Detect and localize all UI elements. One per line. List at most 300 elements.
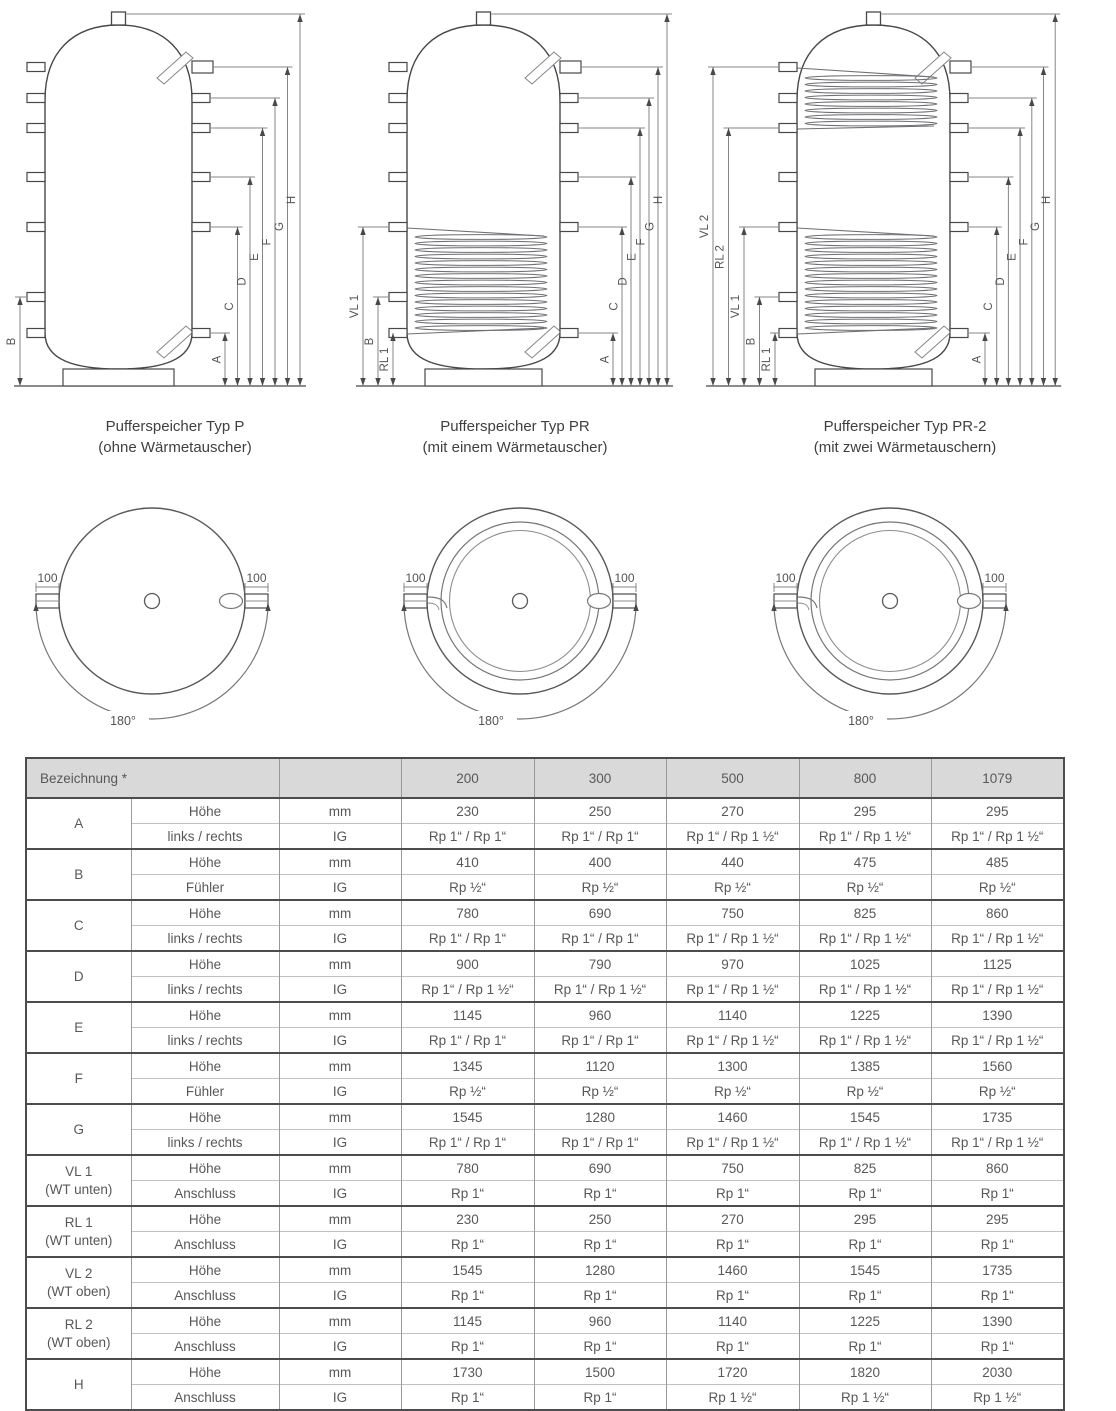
dimension-line-B	[6, 297, 26, 386]
dimension-label: D	[236, 277, 249, 286]
row-value: Rp ½“	[666, 1079, 799, 1105]
row-group-label: VL 2 (WT oben)	[26, 1257, 131, 1308]
row-value: Rp 1“	[931, 1181, 1064, 1207]
row-value: Rp ½“	[401, 1079, 534, 1105]
table-header-bezeichnung: Bezeichnung *	[26, 758, 279, 798]
row-value: Rp 1“	[534, 1181, 666, 1207]
left-connection-port	[389, 124, 407, 133]
right-connection-port	[192, 94, 210, 103]
row-sub-label: Höhe	[131, 1002, 279, 1028]
row-value: 825	[799, 1155, 931, 1181]
right-connection-port	[560, 173, 578, 182]
dimension-label: D	[994, 277, 1007, 286]
dimension-label: B	[364, 337, 376, 346]
arc-label: 180°	[110, 714, 136, 728]
left-connection-port	[389, 63, 407, 72]
dimension-arrow	[664, 14, 669, 22]
dimensions-table	[25, 757, 1065, 1411]
row-value: Rp 1“ / Rp 1 ½“	[666, 824, 799, 850]
row-value: Rp 1“	[534, 1232, 666, 1258]
dimension-line-D	[211, 177, 255, 386]
row-value: Rp ½“	[534, 875, 666, 901]
dimension-label: C	[224, 302, 236, 311]
dimension-label: 100	[405, 571, 426, 585]
table-row	[26, 1385, 1064, 1411]
row-value: 780	[401, 900, 534, 926]
row-value: 295	[931, 1206, 1064, 1232]
row-value: Rp 1“ / Rp 1“	[401, 1028, 534, 1054]
left-connection-port	[27, 293, 45, 302]
table-row	[26, 1206, 1064, 1232]
row-value: Rp 1“ / Rp 1 ½“	[799, 977, 931, 1003]
row-value: Rp 1“ / Rp 1 ½“	[931, 926, 1064, 952]
table-row	[26, 900, 1064, 926]
row-value: 1120	[534, 1053, 666, 1079]
row-sub-label: Anschluss	[131, 1385, 279, 1411]
row-sub-label: Fühler	[131, 1079, 279, 1105]
dimension-arrow	[757, 378, 762, 386]
dimension-arrow	[272, 378, 277, 386]
row-value: 1025	[799, 951, 931, 977]
dimension-arrow	[235, 227, 240, 235]
left-connection-port	[27, 63, 45, 72]
row-value: 410	[401, 849, 534, 875]
row-unit: IG	[279, 1283, 401, 1309]
tank-diagram	[349, 12, 673, 386]
dimension-arrow	[222, 333, 227, 341]
table-row	[26, 824, 1064, 850]
row-value: 230	[401, 1206, 534, 1232]
row-sub-label: Höhe	[131, 798, 279, 824]
row-sub-label: links / rechts	[131, 824, 279, 850]
tank-diagram	[6, 12, 306, 386]
dimension-line-F	[969, 98, 1037, 386]
dimension-label: VL 1	[730, 294, 742, 319]
dimension-line-B	[364, 297, 388, 386]
top-view-diagram	[401, 508, 638, 729]
dimension-label: H	[1041, 195, 1054, 205]
dimension-arrow	[757, 297, 762, 305]
row-unit: IG	[279, 977, 401, 1003]
dimension-line-F	[579, 98, 654, 386]
row-value: 750	[666, 900, 799, 926]
row-group-label: D	[26, 951, 131, 1002]
dimension-label: RL 2	[714, 245, 727, 269]
row-unit: IG	[279, 1130, 401, 1156]
dimension-label: 100	[775, 571, 796, 585]
dimension-line-E	[211, 128, 268, 386]
row-value: 1390	[931, 1002, 1064, 1028]
tank-base-skirt	[425, 369, 542, 386]
left-connection-port	[779, 223, 797, 232]
row-value: Rp 1“	[534, 1283, 666, 1309]
table-row	[26, 1334, 1064, 1360]
row-sub-label: Höhe	[131, 1359, 279, 1385]
row-value: 750	[666, 1155, 799, 1181]
row-unit: IG	[279, 1028, 401, 1054]
arc-label: 180°	[478, 714, 504, 728]
row-sub-label: Höhe	[131, 1155, 279, 1181]
row-sub-label: Höhe	[131, 951, 279, 977]
left-connection-port	[779, 124, 797, 133]
table-header-size: 300	[534, 758, 666, 798]
row-value: Rp 1 ½“	[931, 1385, 1064, 1411]
row-sub-label: links / rechts	[131, 977, 279, 1003]
row-value: Rp 1“ / Rp 1 ½“	[534, 977, 666, 1003]
row-unit: mm	[279, 1257, 401, 1283]
dimension-line-RL1	[761, 333, 778, 386]
row-value: Rp 1“ / Rp 1“	[401, 926, 534, 952]
dimension-label: C	[983, 302, 996, 311]
dimension-line-E	[579, 128, 645, 386]
dimension-arrow	[1029, 378, 1034, 386]
row-unit: IG	[279, 824, 401, 850]
dimension-label: RL 1	[379, 347, 391, 372]
row-value: 1735	[931, 1104, 1064, 1130]
row-sub-label: Höhe	[131, 900, 279, 926]
dimension-label: A	[971, 355, 984, 364]
row-value: Rp 1“	[931, 1283, 1064, 1309]
row-value: 825	[799, 900, 931, 926]
dimension-arrow	[1006, 378, 1011, 386]
tank-caption-typ-pr2	[755, 416, 1055, 458]
table-header-unit-column	[279, 758, 401, 798]
dimension-arrow	[260, 128, 265, 136]
stub-dimension-right	[983, 571, 1006, 592]
dimension-arrow	[726, 128, 731, 136]
row-value: 960	[534, 1308, 666, 1334]
row-value: 250	[534, 1206, 666, 1232]
dimension-arrow	[272, 98, 277, 106]
row-sub-label: Höhe	[131, 1206, 279, 1232]
dimension-label: E	[249, 253, 261, 261]
row-unit: IG	[279, 926, 401, 952]
tank-base-skirt	[63, 369, 174, 386]
dimension-arrow	[1041, 378, 1046, 386]
dimension-label: A	[211, 355, 224, 364]
dimension-label: F	[1018, 238, 1031, 246]
table-row	[26, 1257, 1064, 1283]
row-value: 690	[534, 1155, 666, 1181]
dimension-arrow	[646, 98, 651, 106]
row-value: Rp 1“ / Rp 1“	[401, 824, 534, 850]
dimension-label: A	[599, 355, 612, 364]
left-connection-port	[389, 293, 407, 302]
dimension-arrow	[664, 378, 669, 386]
row-unit: IG	[279, 1385, 401, 1411]
row-value: Rp 1“ / Rp 1“	[534, 1028, 666, 1054]
row-sub-label: Höhe	[131, 1257, 279, 1283]
dimension-arrow	[260, 378, 265, 386]
row-value: 475	[799, 849, 931, 875]
dimension-label: B	[745, 337, 758, 346]
dimension-arrow	[619, 227, 624, 235]
dimension-arrow	[17, 297, 22, 305]
row-unit: mm	[279, 1104, 401, 1130]
row-value: Rp 1“	[401, 1181, 534, 1207]
dimension-label: E	[1006, 253, 1019, 261]
table-header-size: 200	[401, 758, 534, 798]
row-value: Rp 1“	[534, 1334, 666, 1360]
caption-line1: Pufferspeicher Typ P	[105, 418, 245, 435]
row-value: 1345	[401, 1053, 534, 1079]
dimension-arrow	[375, 297, 380, 305]
dimension-arrow	[17, 378, 22, 386]
table-row	[26, 951, 1064, 977]
dimension-arrow	[247, 177, 252, 185]
caption-line2: (mit einem Wärmetauscher)	[422, 439, 608, 456]
table-row	[26, 1079, 1064, 1105]
row-value: 2030	[931, 1359, 1064, 1385]
row-value: 860	[931, 1155, 1064, 1181]
row-unit: mm	[279, 798, 401, 824]
dimension-label: H	[653, 195, 665, 205]
row-value: Rp 1“	[401, 1232, 534, 1258]
row-value: Rp ½“	[534, 1079, 666, 1105]
row-value: 1145	[401, 1002, 534, 1028]
row-sub-label: links / rechts	[131, 926, 279, 952]
left-connection-port	[779, 293, 797, 302]
caption-line2: (mit zwei Wärmetauschern)	[813, 439, 997, 456]
table-header-size: 800	[799, 758, 931, 798]
left-connection-port	[779, 173, 797, 182]
table-row	[26, 1104, 1064, 1130]
table-row	[26, 1155, 1064, 1181]
row-value: Rp 1“	[666, 1181, 799, 1207]
dimension-arrow	[994, 378, 999, 386]
row-value: 1385	[799, 1053, 931, 1079]
dimension-arrow	[619, 378, 624, 386]
row-value: Rp 1“ / Rp 1“	[401, 1130, 534, 1156]
dimension-arrow	[222, 378, 227, 386]
row-unit: IG	[279, 1232, 401, 1258]
dimension-arrow	[772, 333, 777, 341]
center-opening	[883, 594, 898, 609]
dimension-arrow	[1017, 378, 1022, 386]
row-value: Rp 1“	[534, 1385, 666, 1411]
table-row	[26, 1053, 1064, 1079]
dimension-arrow	[1041, 67, 1046, 75]
dimension-arrow	[360, 378, 365, 386]
dimension-arrow	[994, 227, 999, 235]
row-value: 1225	[799, 1002, 931, 1028]
table-row	[26, 977, 1064, 1003]
right-connection-port	[950, 173, 968, 182]
row-sub-label: Fühler	[131, 875, 279, 901]
row-value: Rp 1“ / Rp 1 ½“	[931, 977, 1064, 1003]
dimension-arrow	[247, 378, 252, 386]
right-connection-port	[950, 223, 968, 232]
row-value: 1390	[931, 1308, 1064, 1334]
row-unit: mm	[279, 1359, 401, 1385]
row-value: Rp 1“ / Rp 1“	[534, 1130, 666, 1156]
right-connection-port	[192, 61, 213, 73]
arc-label: 180°	[848, 714, 874, 728]
row-value: Rp 1“	[931, 1232, 1064, 1258]
row-value: 960	[534, 1002, 666, 1028]
dimension-arrow	[1017, 128, 1022, 136]
table-row	[26, 1283, 1064, 1309]
dimension-line-D	[579, 177, 636, 386]
dimension-line-A	[579, 333, 618, 386]
table-row	[26, 849, 1064, 875]
left-connection-port	[389, 223, 407, 232]
row-unit: mm	[279, 1206, 401, 1232]
row-value: Rp 1“ / Rp 1 ½“	[666, 1130, 799, 1156]
row-value: Rp 1“ / Rp 1 ½“	[799, 824, 931, 850]
center-opening	[513, 594, 528, 609]
row-value: 1730	[401, 1359, 534, 1385]
dimension-line-F	[211, 98, 280, 386]
row-value: Rp ½“	[799, 1079, 931, 1105]
row-value: 690	[534, 900, 666, 926]
row-group-label: G	[26, 1104, 131, 1155]
dimension-label: H	[286, 195, 298, 205]
row-sub-label: Anschluss	[131, 1283, 279, 1309]
right-connection-port	[560, 94, 578, 103]
dimension-line-RL1	[379, 333, 396, 386]
left-connection-port	[389, 94, 407, 103]
row-value: Rp 1“ / Rp 1 ½“	[666, 1028, 799, 1054]
row-sub-label: Anschluss	[131, 1232, 279, 1258]
row-value: Rp 1“	[666, 1334, 799, 1360]
row-value: 1280	[534, 1257, 666, 1283]
row-value: 1225	[799, 1308, 931, 1334]
stub-dimension-left	[774, 571, 797, 592]
row-sub-label: Höhe	[131, 1104, 279, 1130]
right-connection-port	[192, 173, 210, 182]
row-unit: mm	[279, 951, 401, 977]
row-value: 440	[666, 849, 799, 875]
dimension-arrow	[655, 378, 660, 386]
row-value: Rp 1“ / Rp 1 ½“	[931, 1130, 1064, 1156]
row-value: Rp 1 ½“	[799, 1385, 931, 1411]
dimension-line-A	[969, 333, 990, 386]
row-unit: IG	[279, 875, 401, 901]
row-value: 1820	[799, 1359, 931, 1385]
row-unit: mm	[279, 1053, 401, 1079]
dimension-arrow	[390, 378, 395, 386]
row-value: 295	[799, 1206, 931, 1232]
row-value: 400	[534, 849, 666, 875]
dimension-line-A	[211, 333, 230, 386]
row-value: Rp ½“	[931, 875, 1064, 901]
row-group-label: F	[26, 1053, 131, 1104]
left-connection-port	[779, 63, 797, 72]
table-row	[26, 1359, 1064, 1385]
table-row	[26, 1130, 1064, 1156]
row-value: 1545	[799, 1257, 931, 1283]
dimension-arrow	[375, 378, 380, 386]
port-top-view	[220, 594, 243, 609]
dimension-label: 100	[246, 571, 267, 585]
row-value: Rp 1 ½“	[666, 1385, 799, 1411]
left-connection-port	[27, 173, 45, 182]
dimension-label: F	[635, 238, 648, 246]
dimension-label: B	[6, 337, 18, 346]
row-value: 970	[666, 951, 799, 977]
row-sub-label: Höhe	[131, 1053, 279, 1079]
row-value: Rp 1“	[799, 1334, 931, 1360]
dimension-line-RL2	[715, 128, 779, 386]
dimension-arrow	[655, 67, 660, 75]
row-value: 270	[666, 798, 799, 824]
row-value: 1460	[666, 1104, 799, 1130]
table-row	[26, 926, 1064, 952]
row-value: Rp 1“ / Rp 1“	[534, 926, 666, 952]
row-value: 295	[799, 798, 931, 824]
dimension-arrow	[646, 378, 651, 386]
row-value: Rp 1“ / Rp 1 ½“	[401, 977, 534, 1003]
row-unit: mm	[279, 1002, 401, 1028]
dimension-arrow	[610, 333, 615, 341]
row-value: Rp 1“	[799, 1232, 931, 1258]
right-connection-port	[950, 124, 968, 133]
row-value: Rp 1“	[666, 1283, 799, 1309]
left-connection-port	[27, 124, 45, 133]
top-view-diagram	[33, 508, 270, 729]
row-value: Rp ½“	[401, 875, 534, 901]
row-value: Rp 1“	[666, 1232, 799, 1258]
tank-diagram	[699, 12, 1061, 386]
center-opening	[145, 594, 160, 609]
row-value: 485	[931, 849, 1064, 875]
right-connection-port	[950, 94, 968, 103]
row-value: Rp ½“	[799, 875, 931, 901]
right-connection-port	[560, 329, 578, 338]
row-value: 250	[534, 798, 666, 824]
dimension-label: E	[626, 253, 639, 261]
row-value: Rp 1“ / Rp 1“	[534, 824, 666, 850]
table-row	[26, 1181, 1064, 1207]
row-value: Rp 1“ / Rp 1 ½“	[931, 824, 1064, 850]
dimension-arrow	[1029, 98, 1034, 106]
row-value: 1125	[931, 951, 1064, 977]
table-header-size: 1079	[931, 758, 1064, 798]
dimension-arrow	[297, 14, 302, 22]
right-connection-port	[192, 124, 210, 133]
row-value: 1545	[799, 1104, 931, 1130]
row-value: Rp ½“	[931, 1079, 1064, 1105]
row-value: Rp 1“	[799, 1283, 931, 1309]
row-value: 1300	[666, 1053, 799, 1079]
dimension-arrow	[610, 378, 615, 386]
dimension-label: G	[644, 222, 657, 231]
row-unit: mm	[279, 900, 401, 926]
dimension-arrow	[1053, 14, 1058, 22]
table-header-row	[26, 758, 1064, 798]
dimension-arrow	[710, 67, 715, 75]
row-unit: IG	[279, 1181, 401, 1207]
row-value: Rp 1“	[401, 1385, 534, 1411]
row-value: 1145	[401, 1308, 534, 1334]
row-group-label: B	[26, 849, 131, 900]
row-value: 860	[931, 900, 1064, 926]
dimension-arrow	[637, 128, 642, 136]
row-value: Rp 1“	[401, 1334, 534, 1360]
dimension-arrow	[1006, 177, 1011, 185]
dimension-label: 100	[984, 571, 1005, 585]
row-value: 790	[534, 951, 666, 977]
dimension-arrow	[982, 333, 987, 341]
port-top-view	[958, 594, 981, 609]
right-connection-port	[560, 61, 581, 73]
left-connection-port	[779, 329, 797, 338]
dimension-label: D	[617, 277, 630, 286]
dimension-label: VL 1	[349, 294, 361, 319]
dimension-arrow	[1053, 378, 1058, 386]
row-group-label: H	[26, 1359, 131, 1410]
